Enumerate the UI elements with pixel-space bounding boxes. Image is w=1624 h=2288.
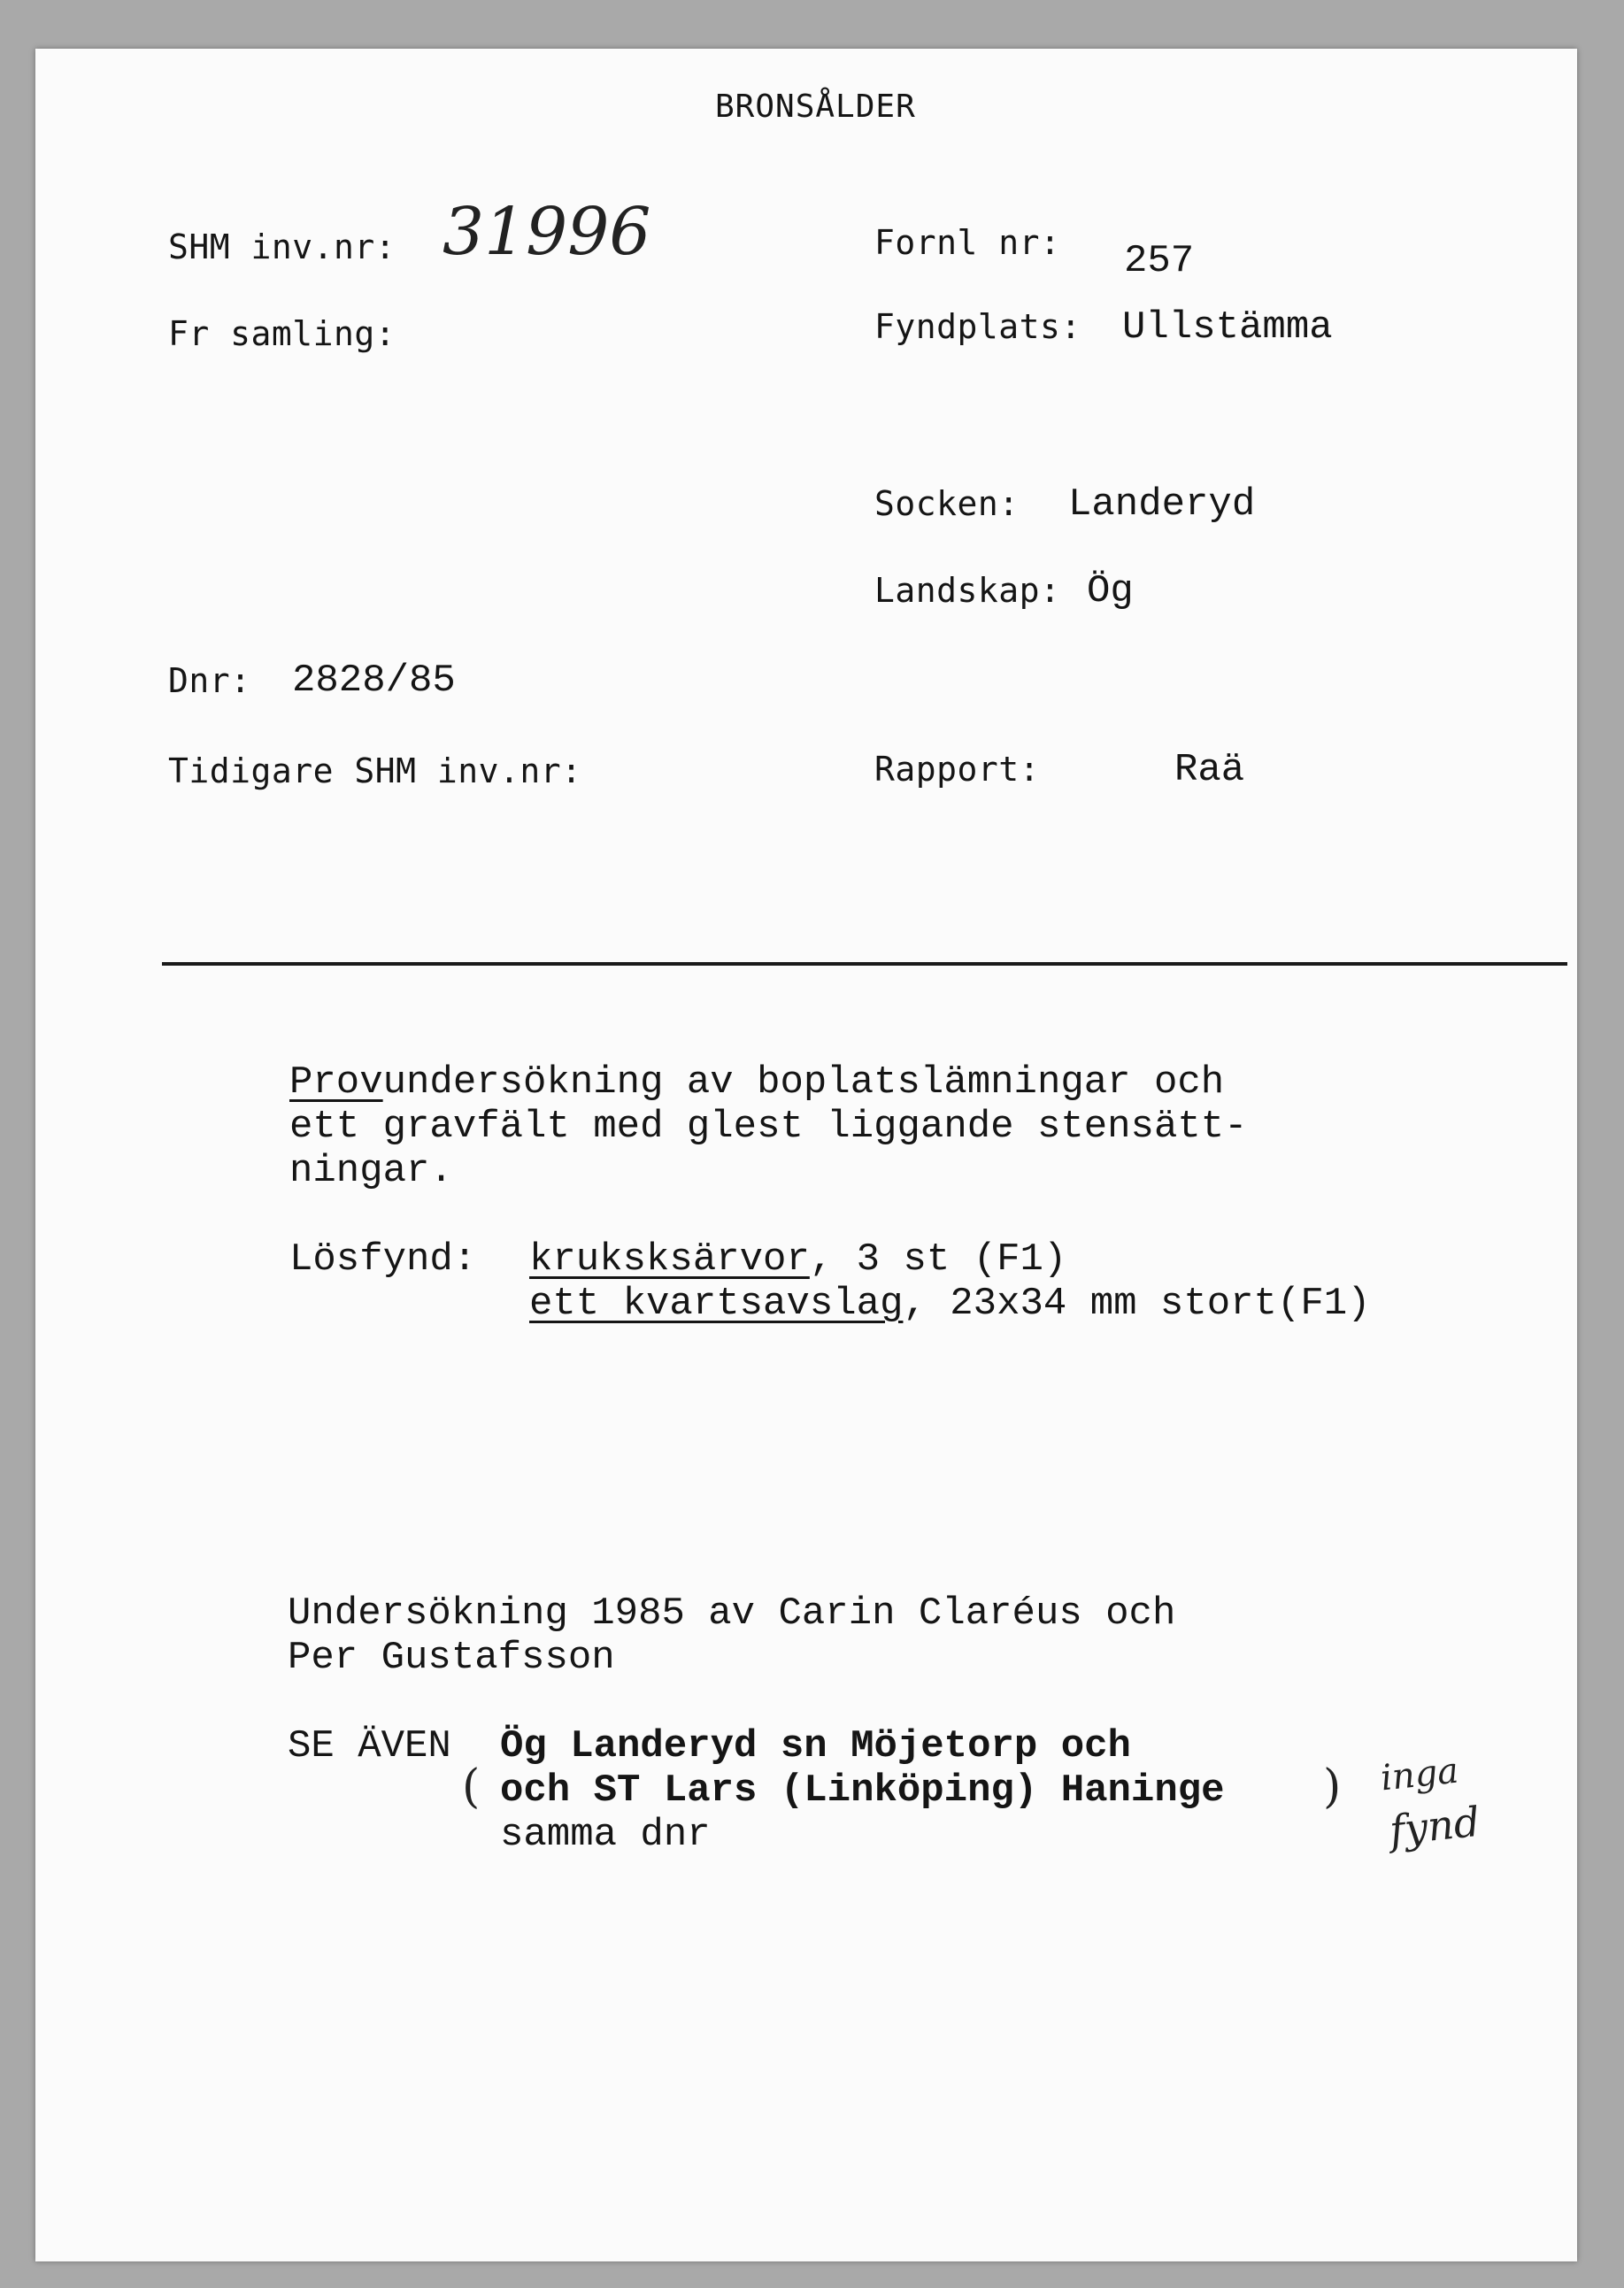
finds-item-2: [529, 1282, 1371, 1326]
description-underlined-word: Prov: [289, 1060, 383, 1105]
shm-inv-label: SHM inv.nr:: [168, 227, 396, 266]
section-divider: [162, 962, 1567, 966]
see-also-handwritten-open-paren: (: [462, 1760, 481, 1814]
dnr-value: 2828/85: [292, 659, 456, 703]
finds-label: Lösfynd:: [289, 1237, 477, 1282]
fornl-label: Fornl nr:: [874, 223, 1061, 262]
handwritten-note-line-1: inga: [1378, 1750, 1461, 1799]
fyndplats-label: Fyndplats:: [874, 307, 1081, 346]
see-also-line-1: Ög Landeryd sn Möjetorp och: [500, 1724, 1131, 1768]
archive-card: [35, 49, 1577, 2261]
see-also-line-3: samma dnr: [500, 1813, 711, 1857]
socken-label: Socken:: [874, 484, 1020, 523]
description-line-1-rest: undersökning av boplatslämningar och: [382, 1060, 1225, 1105]
finds-item-1-name: kruksksärvor: [529, 1237, 810, 1282]
finds-item-2-name: ett kvartsavslag: [529, 1282, 904, 1326]
rapport-value: Raä: [1174, 748, 1245, 792]
tidigare-shm-label: Tidigare SHM inv.nr:: [168, 751, 582, 790]
landskap-value: Ög: [1087, 569, 1134, 613]
finds-item-2-detail: , 23x34 mm stort(F1): [903, 1282, 1371, 1326]
handwritten-note-line-2: fynd: [1387, 1797, 1482, 1855]
investigation-line-1: Undersökning 1985 av Carin Claréus och: [288, 1591, 1176, 1636]
fornl-value: 257: [1124, 239, 1195, 283]
description-line-1: [289, 1060, 1224, 1105]
see-also-line-2: och ST Lars (Linköping) Haninge: [500, 1768, 1225, 1813]
card-title: BRONSÅLDER: [715, 89, 916, 125]
finds-item-1-detail: , 3 st (F1): [809, 1237, 1067, 1282]
rapport-label: Rapport:: [874, 750, 1041, 789]
dnr-label: Dnr:: [168, 661, 251, 700]
shm-inv-handwritten-value: 31996: [443, 194, 651, 270]
finds-item-1: [529, 1237, 1066, 1282]
fyndplats-value: Ullstämma: [1122, 305, 1333, 350]
description-line-2: ett gravfält med glest liggande stensätt-: [289, 1105, 1248, 1149]
fr-samling-label: Fr samling:: [168, 314, 396, 353]
investigation-line-2: Per Gustafsson: [288, 1636, 615, 1680]
see-also-handwritten-close-paren: ): [1323, 1760, 1342, 1814]
description-line-3: ningar.: [289, 1149, 453, 1193]
see-also-label: SE ÄVEN: [288, 1724, 451, 1768]
landskap-label: Landskap:: [874, 571, 1061, 610]
socken-value: Landeryd: [1068, 482, 1256, 527]
